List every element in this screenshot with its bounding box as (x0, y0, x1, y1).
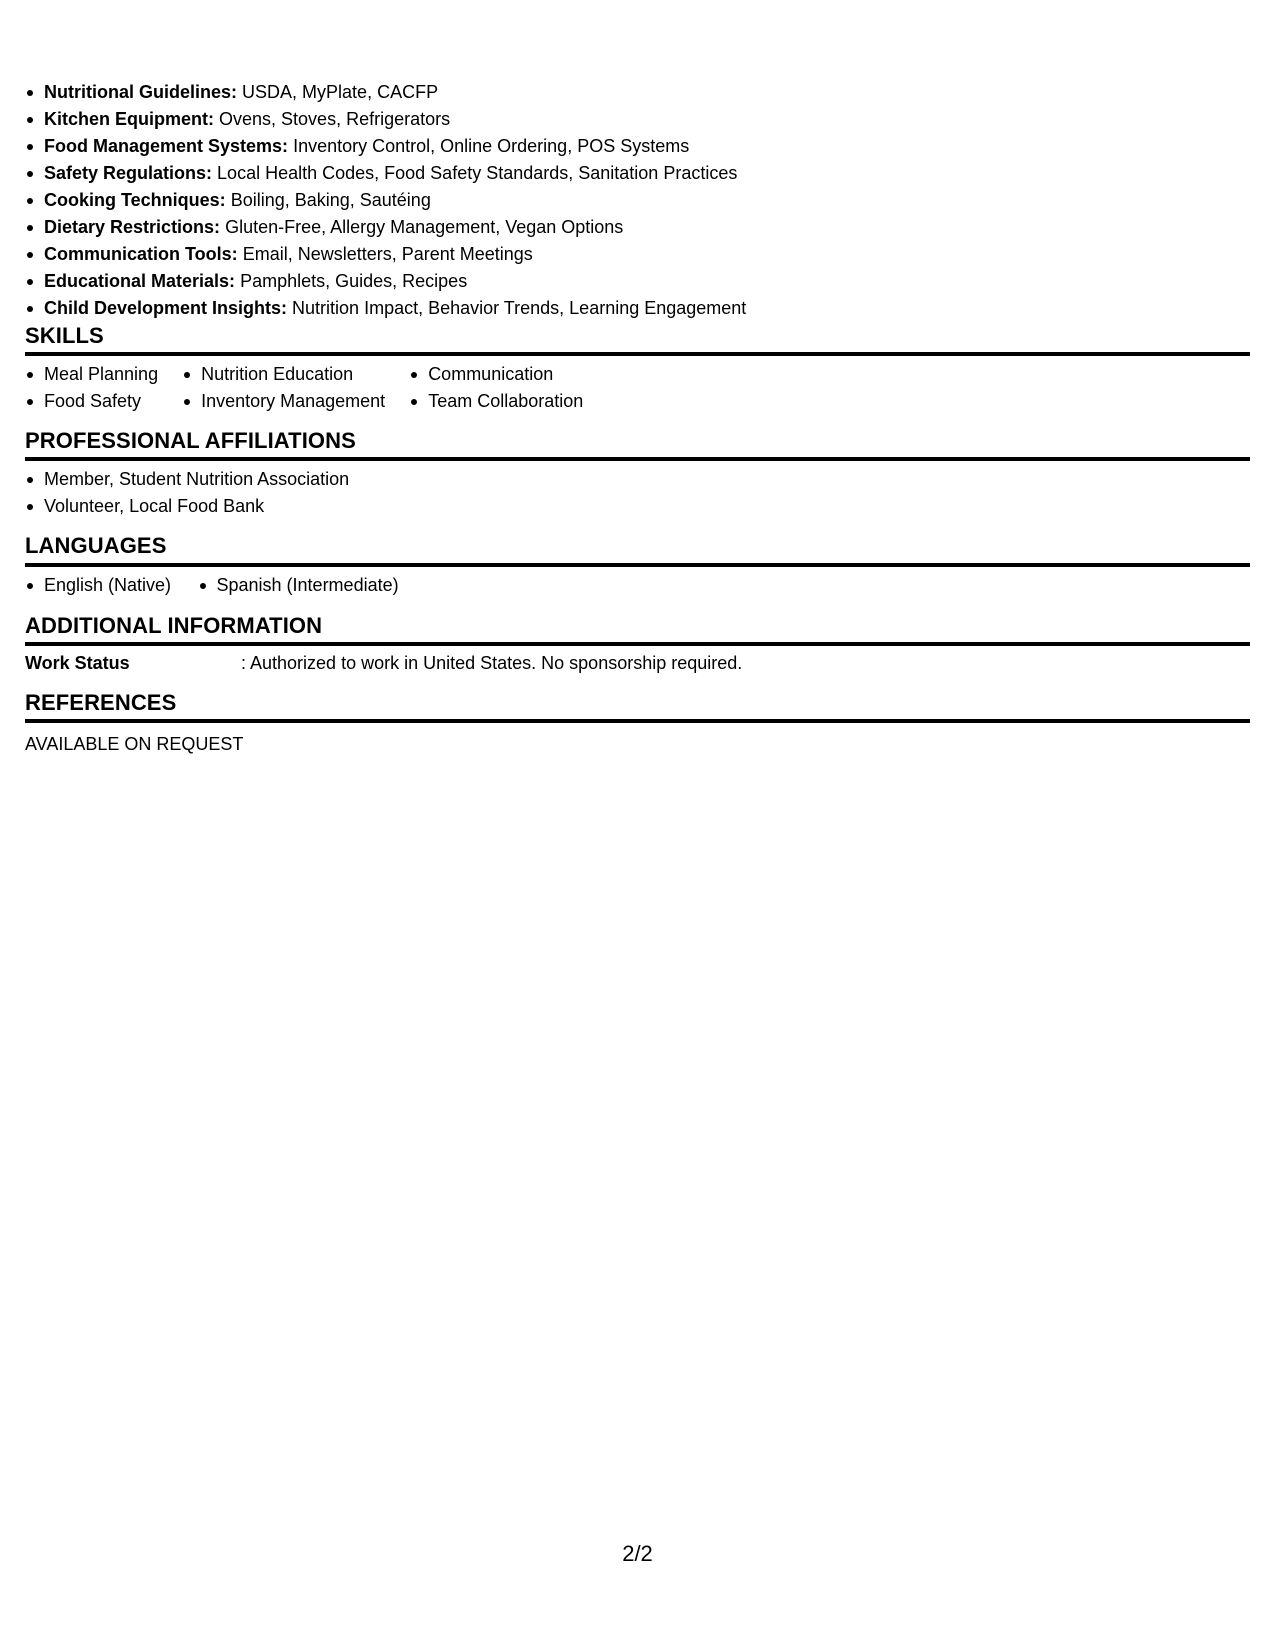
skill-item: Team Collaboration (409, 388, 583, 415)
list-item (25, 160, 746, 187)
list-item (25, 214, 746, 241)
skills-grid (25, 361, 607, 415)
work-status-label: Work Status (25, 653, 130, 673)
list-item (25, 79, 746, 106)
list-item (25, 187, 746, 214)
affiliations-list (25, 466, 349, 520)
skill-item: Meal Planning (25, 361, 158, 388)
list-item (25, 133, 746, 160)
item-label: Safety Regulations: (44, 163, 213, 183)
section-title-skills: SKILLS (25, 323, 104, 348)
references-text: AVAILABLE ON REQUEST (25, 734, 244, 754)
technical-skills-list (25, 79, 746, 322)
item-label: Food Management Systems: (44, 136, 289, 156)
item-value: Gluten-Free, Allergy Management, Vegan Options (225, 217, 624, 237)
affiliation-item: Member, Student Nutrition Association (25, 466, 349, 493)
languages-row (25, 572, 421, 599)
section-title-languages: LANGUAGES (25, 533, 167, 558)
item-value: Boiling, Baking, Sautéing (230, 190, 431, 210)
item-value: Ovens, Stoves, Refrigerators (219, 109, 451, 129)
skills-column (409, 361, 583, 415)
affiliation-item: Volunteer, Local Food Bank (25, 493, 349, 520)
item-value: Pamphlets, Guides, Recipes (240, 271, 468, 291)
item-label: Nutritional Guidelines: (44, 82, 238, 102)
section-divider (25, 352, 1250, 356)
skill-item: Food Safety (25, 388, 158, 415)
skill-item: Nutrition Education (182, 361, 385, 388)
section-divider (25, 563, 1250, 567)
item-value: Email, Newsletters, Parent Meetings (242, 244, 533, 264)
section-title-references: REFERENCES (25, 690, 177, 715)
work-status-row (25, 651, 742, 675)
section-title-additional: ADDITIONAL INFORMATION (25, 613, 323, 638)
page-number: 2/2 (622, 1541, 653, 1566)
skills-column (25, 361, 158, 415)
item-label: Dietary Restrictions: (44, 217, 221, 237)
item-label: Educational Materials: (44, 271, 236, 291)
language-item: Spanish (Intermediate) (198, 572, 399, 599)
languages-list (25, 572, 421, 599)
item-label: Child Development Insights: (44, 298, 288, 318)
item-value: Nutrition Impact, Behavior Trends, Learning Engagement (292, 298, 747, 318)
item-label: Cooking Techniques: (44, 190, 226, 210)
section-divider (25, 719, 1250, 723)
item-value: Local Health Codes, Food Safety Standards, Sanitation Practices (217, 163, 738, 183)
item-label: Communication Tools: (44, 244, 238, 264)
work-status-value: : Authorized to work in United States. No sponsorship required. (241, 653, 743, 673)
skills-column (182, 361, 385, 415)
language-item: English (Native) (25, 572, 171, 599)
section-divider (25, 642, 1250, 646)
list-item (25, 295, 746, 322)
section-title-affiliations: PROFESSIONAL AFFILIATIONS (25, 428, 356, 453)
item-label: Kitchen Equipment: (44, 109, 214, 129)
list-item (25, 268, 746, 295)
skill-item: Communication (409, 361, 583, 388)
item-value: Inventory Control, Online Ordering, POS Systems (293, 136, 690, 156)
list-item (25, 106, 746, 133)
skill-item: Inventory Management (182, 388, 385, 415)
section-divider (25, 457, 1250, 461)
item-value: USDA, MyPlate, CACFP (242, 82, 439, 102)
list-item (25, 241, 746, 268)
